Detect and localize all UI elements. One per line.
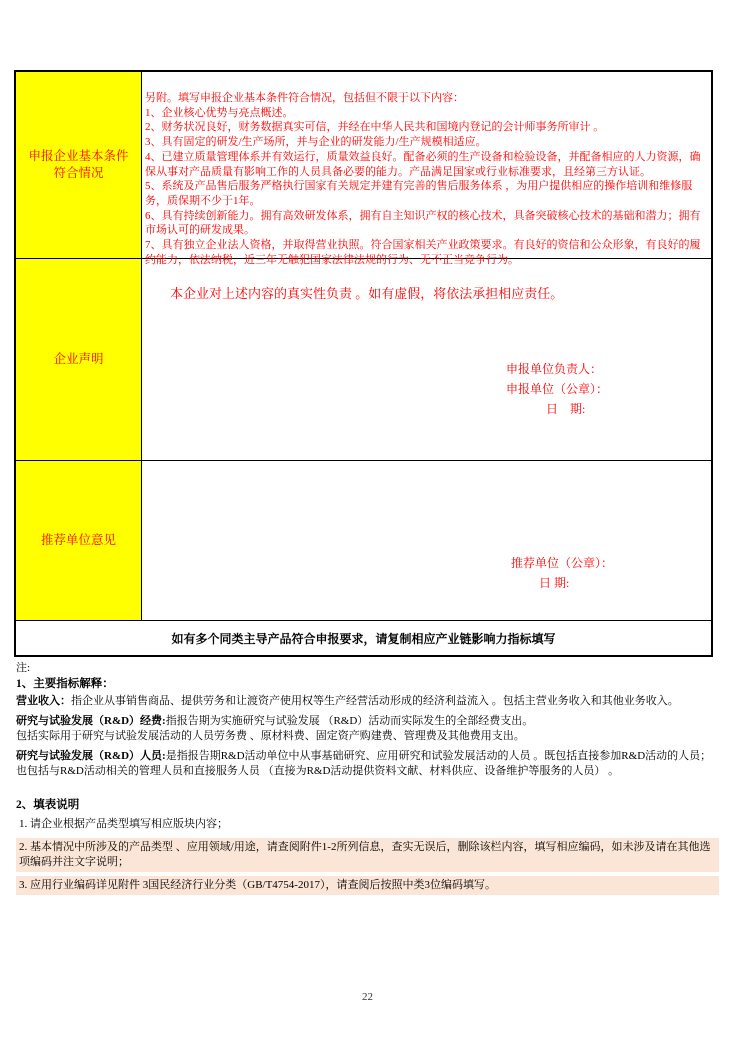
notes-mark: 注: (16, 662, 31, 674)
sig-line-unit-seal: 申报单位（公章）： (506, 382, 609, 396)
declaration-content-cell (142, 259, 711, 460)
definition-term: 研究与试验发展（R&D）经费: (16, 715, 166, 727)
declaration-signature-block (506, 359, 608, 419)
declaration-statement: 本企业对上述内容的真实性负责 。如有虚假，将依法承担相应责任。 (170, 286, 564, 301)
table-row-footer-instruction (16, 621, 711, 655)
notes-section2-title: 2、填表说明 (16, 799, 80, 811)
row-label-text: 申报企业基本条件符合情况 (28, 149, 129, 180)
definition-rd-expenditure (16, 714, 719, 744)
definition-text: 指企业从事销售商品、提供劳务和让渡资产使用权等生产经营活动形成的经济利益流入 。包括主营业务收入和其他业务收入。 (71, 695, 679, 707)
condition-line: 5、系统及产品售后服务严格执行国家有关规定并建有完善的售后服务体系 ，为用户提供相应的操作培训和维修服务，质保期不少于1年。 (145, 180, 693, 207)
condition-line: 7、具有独立企业法人资格，并取得营业执照。符合国家相关产业政策要求。有良好的资信和公众形象，有良好的履约能力，依法纳税，近三年无触犯国家法律法规的行为、无不正当竞争行为。 (145, 239, 701, 266)
fill-instruction-3: 3. 应用行业编码详见附件 3国民经济行业分类（GB/T4754-2017），请查阅后按照中类3位编码填写。 (16, 876, 719, 895)
recommendation-signature-block (511, 553, 613, 593)
condition-line: 2、财务状况良好，财务数据真实可信，并经在中华人民共和国境内登记的会计师事务所审计 。 (145, 121, 605, 134)
table-row-recommendation (16, 461, 711, 621)
notes-section (16, 661, 719, 899)
conditions-list (142, 72, 711, 267)
definition-term: 营业收入： (16, 695, 71, 707)
footer-instruction-text: 如有多个同类主导产品符合申报要求，请复制相应产业链影响力指标填写 (171, 631, 556, 646)
definition-text: 指报告期为实施研究与试验发展 （R&D）活动而实际发生的全部经费支出。 (165, 715, 534, 727)
basic-conditions-content-cell (142, 72, 711, 266)
row-label-enterprise-declaration (16, 259, 142, 460)
page-number: 22 (362, 991, 373, 1003)
notes-section1-title: 1、主要指标解释： (16, 678, 114, 690)
definition-text-continued: 包括实际用于研究与试验发展活动的人员劳务费 、原材料费、固定资产购建费、管理费及其他费用支出。 (16, 730, 525, 742)
sig-line-date: 日 期: (539, 576, 570, 590)
fill-instruction-2: 2. 基本情况中所涉及的产品类型 、应用领域/用途，请查阅附件1-2所列信息，查实无误后，删除该栏内容，填写相应编码，如未涉及请在其他选项编码并注文字说明； (16, 838, 719, 872)
recommendation-content-cell (142, 461, 711, 620)
sig-line-responsible-person: 申报单位负责人： (506, 362, 603, 376)
row-label-basic-conditions (16, 72, 142, 258)
definition-rd-personnel (16, 749, 719, 779)
table-row-basic-conditions (16, 72, 711, 266)
condition-line: 1、企业核心优势与亮点概述。 (145, 106, 294, 119)
definition-operating-revenue (16, 694, 719, 709)
definition-term: 研究与试验发展（R&D）人员: (16, 750, 166, 762)
sig-line-unit-seal: 推荐单位（公章）： (511, 556, 614, 570)
declaration-form-table (14, 70, 713, 657)
definition-text: 是指报告期R&D活动单位中从事基础研究、应用研究和试验发展活动的人员 。既包括直接参加R&D活动的人员；也包括与R&D活动相关的管理人员和直接服务人员 （直接为R&D活动提供资料文献、材料供应、设备维护等服务的人员） 。 (16, 750, 712, 777)
row-label-text: 推荐单位意见 (40, 533, 116, 547)
sig-line-date: 日 期: (546, 402, 586, 416)
row-label-recommendation (16, 461, 142, 620)
condition-line: 另附。填写申报企业基本条件符合情况，包括但不限于以下内容： (145, 92, 464, 104)
table-row-enterprise-declaration (16, 259, 711, 461)
fill-instruction-1: 1. 请企业根据产品类型填写相应版块内容； (19, 818, 228, 830)
condition-line: 6、具有持续创新能力。拥有高效研发体系，拥有自主知识产权的核心技术，具备突破核心技术的基础和潜力；拥有市场认可的研发成果。 (145, 209, 701, 237)
condition-line: 4、已建立质量管理体系并有效运行，质量效益良好。配备必须的生产设备和检验设备，并配备相应的人力资源，确保从事对产品质量有影响工作的人员具备必要的能力。产品满足国家或行业标准要求，且经第三方认证。 (145, 150, 701, 178)
row-label-text: 企业声明 (53, 352, 104, 366)
condition-line: 3、具有固定的研发/生产场所，并与企业的研发能力/生产规模相适应。 (145, 136, 487, 149)
